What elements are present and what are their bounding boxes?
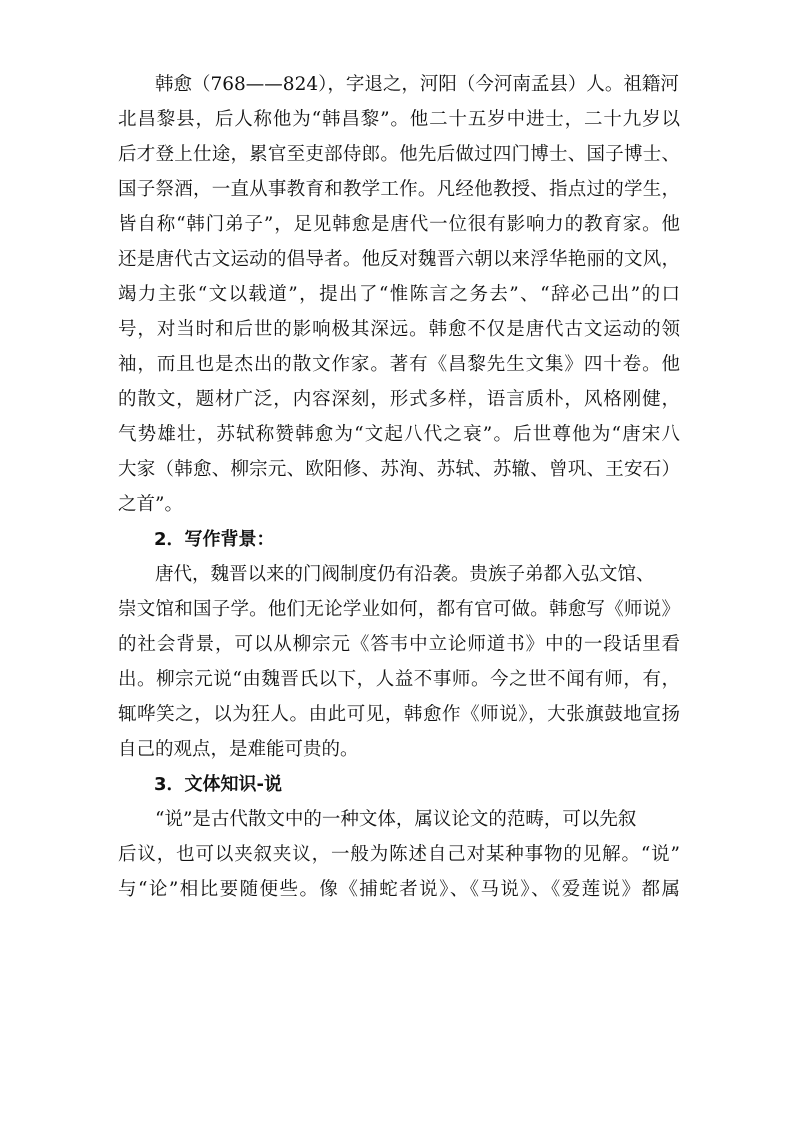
paragraph-1-line-11: 气势雄壮，苏轼称赞韩愈为“文起八代之衰”。后世尊他为“唐宋八 [118, 424, 680, 445]
paragraph-1-line-12: 大家（韩愈、柳宗元、欧阳修、苏洵、苏轼、苏辙、曾巩、王安石） [118, 459, 680, 480]
paragraph-1-line-2: 北昌黎县，后人称他为“韩昌黎”。他二十五岁中进士，二十九岁以 [118, 109, 680, 130]
paragraph-2-line-3: 的社会背景，可以从柳宗元《答韦中立论师道书》中的一段话里看 [118, 634, 680, 655]
paragraph-1-line-13: 之首”。 [118, 494, 183, 515]
paragraph-3-line-1: “说”是古代散文中的一种文体，属议论文的范畴，可以先叙 [118, 809, 637, 830]
paragraph-2-line-1: 唐代，魏晋以来的门阀制度仍有沿袭。贵族子弟都入弘文馆、 [118, 564, 655, 585]
paragraph-1-line-9: 袖，而且也是杰出的散文作家。著有《昌黎先生文集》四十卷。他 [118, 354, 680, 375]
section-heading-writing-background: 2．写作背景： [118, 529, 275, 550]
paragraph-1-line-5: 皆自称“韩门弟子”，足见韩愈是唐代一位很有影响力的教育家。他 [118, 214, 680, 235]
paragraph-3-line-3: 与“论”相比要随便些。像《捕蛇者说》、《马说》、《爱莲说》都属 [118, 879, 680, 900]
paragraph-1-line-3: 后才登上仕途，累官至吏部侍郎。他先后做过四门博士、国子博士、 [118, 144, 680, 165]
paragraph-2-line-4: 出。柳宗元说“由魏晋氏以下，人益不事师。今之世不闻有师，有， [118, 669, 680, 690]
paragraph-1-line-8: 号，对当时和后世的影响极其深远。韩愈不仅是唐代古文运动的领 [118, 319, 680, 340]
paragraph-3-line-2: 后议，也可以夹叙夹议，一般为陈述自己对某种事物的见解。“说” [118, 844, 680, 865]
paragraph-1-line-10: 的散文，题材广泛，内容深刻，形式多样，语言质朴，风格刚健， [118, 389, 680, 410]
paragraph-2-line-5: 辄哗笑之，以为狂人。由此可见，韩愈作《师说》，大张旗鼓地宣扬 [118, 704, 680, 725]
paragraph-1-line-7: 竭力主张“文以载道”，提出了“惟陈言之务去”、“辞必己出”的口 [118, 284, 680, 305]
paragraph-1-line-1: 韩愈（768——824），字退之，河阳（今河南孟县）人。祖籍河 [118, 74, 679, 95]
section-heading-genre-knowledge: 3．文体知识-说 [118, 774, 282, 795]
paragraph-1-line-4: 国子祭酒，一直从事教育和教学工作。凡经他教授、指点过的学生， [118, 179, 680, 200]
paragraph-2-line-6: 自己的观点，是难能可贵的。 [118, 739, 359, 760]
paragraph-1-line-6: 还是唐代古文运动的倡导者。他反对魏晋六朝以来浮华艳丽的文风， [118, 249, 680, 270]
paragraph-2-line-2: 崇文馆和国子学。他们无论学业如何，都有官可做。韩愈写《师说》 [118, 599, 680, 620]
